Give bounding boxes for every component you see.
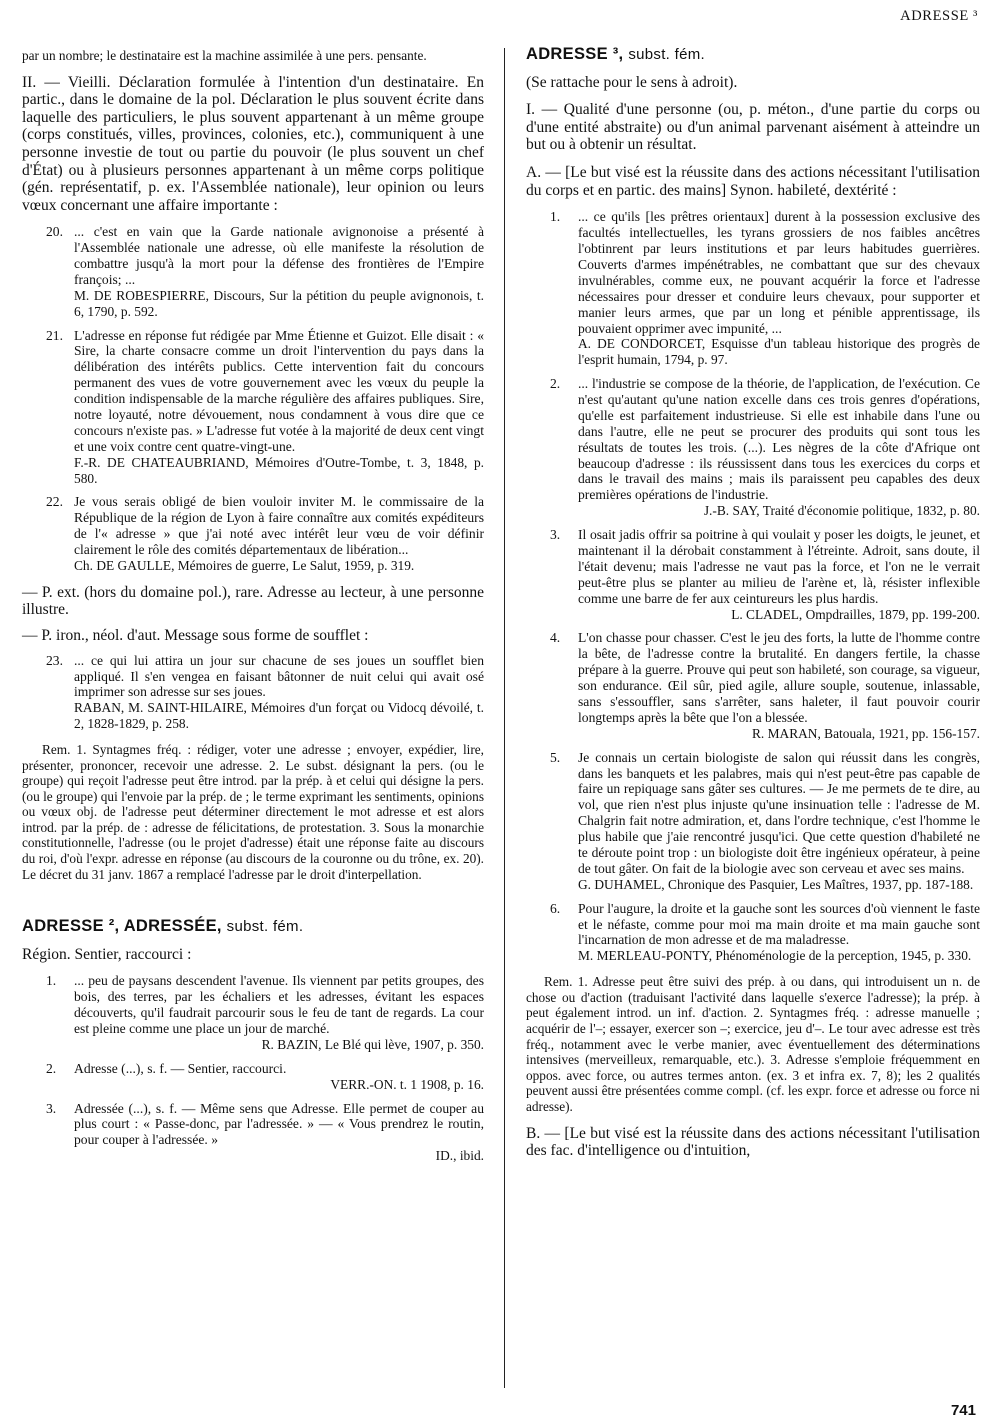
- section-A: A. — [Le but visé est la réussite dans des actions nécessitant l'utilisation du corps et en partic. des mains] Synon. habileté, dextérité :: [526, 163, 980, 199]
- p-ext: — P. ext. (hors du domaine pol.), rare. Adresse au lecteur, à une personne illustre.: [22, 583, 484, 619]
- entry-headword: ADRESSE ², ADRESSÉE,: [22, 917, 222, 936]
- right-column: [526, 46, 980, 1160]
- section-I: I. — Qualité d'une personne (ou, p. méton., d'une partie du corps ou d'une entité abstraite) ou d'un animal parvenant aisément à atteindre un but ou à obtenir un résultat.: [526, 101, 980, 154]
- etymology: (Se rattache pour le sens à adroit).: [526, 73, 738, 91]
- quote-text: Je connais un certain biologiste de salon qui réussit dans les congrès, dans les banquets et les palabres, mais qui n'est peut-être pas capable de faire un repiquage sans gâter ses cultures. — Je me permets de te dire, au vol, que rien n'est plus injuste qu'une insinuation telle : l'adresse de M. Chalgrin fait notre admiration, et, dans l'ordre technique, c'est l'homme le plus habile que j'aie rencontré jusqu'ici. Que cette question d'habileté ne te déroute point trop : un biologiste doit être ingénieux opérateur, à peine de tout gâter. On fait de la biologie avec son cerveau et avec ses mains.: [578, 749, 980, 876]
- quote-text: L'on chasse pour chasser. C'est le jeu des forts, la lutte de l'homme contre la bête, de l'adresse contre la brutalité. En dangers fertile, la chasse prépare à la guerre. Prouve qui peut son habileté, son courage, sa vigueur, son endurance. Œil sûr, pied agile, allure souple, soutenue, inlassable, sans s'essouffler, sans s'arrêter, sans haleter, il faut pouvoir courir longtemps après la bête que l'on a blessée.: [578, 630, 980, 725]
- quote-number: 21.: [46, 327, 63, 343]
- quote-text: ... c'est en vain que la Garde nationale avignonoise a présenté à l'Assemblée nationale une adresse, où elle manifeste la résolution de combattre jusqu'à la mort pour la défense des frontières de l'Empire françois; ...: [74, 224, 484, 288]
- left-column: [22, 48, 484, 1172]
- quote-source: G. DUHAMEL, Chronique des Pasquier, Les Maîtres, 1937, pp. 187-188.: [578, 876, 974, 892]
- entry-pos: subst. fém.: [226, 918, 304, 936]
- quote-source: RABAN, M. SAINT-HILAIRE, Mémoires d'un forçat ou Vidocq dévoilé, t. 2, 1828-1829, p. 258.: [74, 700, 484, 732]
- quote-1: [550, 209, 980, 368]
- quote-text: Adressée (...), s. f. — Même sens que Adresse. Elle permet de couper au plus court : « Passe-donc, par l'adressée. » — « Vous prendrez le routin, pour couper à l'adressée. »: [74, 1100, 484, 1148]
- quote-source: J.-B. SAY, Traité d'économie politique, 1832, p. 80.: [703, 503, 980, 519]
- entry-heading-adresse-3: [526, 46, 980, 64]
- quote-20: [46, 224, 484, 319]
- quote-source: R. MARAN, Batouala, 1921, pp. 156-157.: [751, 725, 980, 741]
- entry-headword: ADRESSE ³,: [526, 45, 624, 63]
- section-B: B. — [Le but visé est la réussite dans des actions nécessitant l'utilisation des fac. d'intelligence ou d'intuition,: [526, 1124, 980, 1160]
- quote-source: Ch. DE GAULLE, Mémoires de guerre, Le Salut, 1959, p. 319.: [74, 558, 415, 574]
- section-II: II. — Vieilli. Déclaration formulée à l'intention d'un destinataire. En partic., dans le domaine de la pol. Déclaration le plus souvent écrite dans laquelle des particuliers, le plus souvent appartenant à un même groupe (corps constitués, villes, provinces, colonies, etc.), communiquent à une personne investie de tout ou partie du pouvoir (le plus souvent un chef d'État) ou à plusieurs personnes appartenant à un même corps politique (gén. représentatif, p. ex. l'Assemblée nationale), leur opinion ou leurs vœux concernant une affaire importante :: [22, 73, 484, 214]
- entry2-definition: Région. Sentier, raccourci :: [22, 945, 192, 963]
- entry2-quote-3: [46, 1100, 484, 1165]
- column-rule: [504, 48, 505, 1388]
- quote-number: 2.: [550, 376, 561, 391]
- quote-source: L. CLADEL, Ompdrailles, 1879, pp. 199-200.: [731, 606, 980, 622]
- quote-number: 1.: [46, 973, 57, 989]
- quote-number: 4.: [550, 630, 561, 646]
- quote-source: VERR.-ON. t. 1 1908, p. 16.: [330, 1076, 484, 1092]
- quote-text: ... ce qu'ils [les prêtres orientaux] durent à la possession exclusive des facultés intellectuelles, les tyrans grossiers de nos faibles ancêtres l'obtinrent par leurs institutions et par leurs habitudes guerrières. Couverts d'armes impénétrables, ne combattant que sur des chevaux invulnérables, comme eux, ne pouvant acquérir la force et l'adresse nécessaires pour dresser et conduire leurs chevaux, pour supporter et manier leurs armes, que par un long et pénible apprentissage, ils pouvaient opprimer avec impunité, ...: [578, 209, 980, 336]
- quote-21: [46, 327, 484, 487]
- remark-block: Rem. 1. Adresse peut être suivi des prép. à ou dans, qui introduisent un n. de chose ou d'action (traduisant l'activité dans laquelle s'exerce l'adresse); la prép. à peut également introd. un inf. d'action. 2. Syntagmes fréq. : adresse manuelle ; acquérir de l'–; essayer, exercer son –; exercice, jeu d'–. Le tour avec adresse est très fréq., notamment avec le verbe manier, avec éventuellement des déterminations intensives (merveilleux, remarquable, etc.). 3. Adresse s'emploie fréquemment en oppos. avec force, ou autres termes anton. (ex. 3 et infra ex. 7, 8); les 2 qualités peuvent aussi être présentées comme compl. (cf. les expr. force et adresse ou force ni adresse).: [526, 974, 980, 1114]
- quote-source: ID., ibid.: [435, 1148, 484, 1164]
- quote-number: 1.: [550, 209, 561, 225]
- remark-block: Rem. 1. Syntagmes fréq. : rédiger, voter une adresse ; envoyer, expédier, lire, présenter, prononcer, recevoir une adresse. 2. Le subst. désignant la pers. (ou le groupe) qui reçoit l'adresse peut être introd. par la prép. à et celui qui désigne la pers. (ou le groupe) qui l'envoie par la prép. de ; le terme exprimant les sentiments, opinions ou vœux obj. de l'adresse peut déterminer directement le mot adresse et est alors introd. par la prép. de : adresse de félicitations, de protestation. 3. Sous la monarchie constitutionnelle, l'adresse (ou le projet d'adresse) était une réponse faite au discours du roi, d'où l'expr. adresse en réponse (au discours de la couronne ou du trône, ex. 20). Le décret du 31 janv. 1867 a remplacé l'adresse par le droit d'interpellation.: [22, 741, 484, 882]
- p-iron: — P. iron., néol. d'aut. Message sous forme de soufflet :: [22, 627, 369, 645]
- quote-text: Pour l'augure, la droite et la gauche sont les sources d'où viennent le faste et le néfaste, comme pour moi ma main droite et ma main gauche sont l'incarnation de mon adresse et de ma maladresse.: [578, 900, 980, 948]
- quote-source: A. DE CONDORCET, Esquisse d'un tableau historique des progrès de l'esprit humain, 1794, p. 97.: [578, 336, 980, 368]
- quote-22: [46, 494, 484, 574]
- entry-heading-adresse-2: [22, 918, 484, 936]
- quote-text: ... l'industrie se compose de la théorie, de l'application, de l'exécution. Ce n'est qu'autant qu'une nation excelle dans ces trois genres d'opérations, qu'elle est parfaitement industrieuse. Si elle est inhabile dans l'une ou dans l'autre, elle ne peut se procurer des produits qui sont tous les résultats de toutes les trois. (...). Les nègres de la côte d'Afrique ont beaucoup d'adresse : ils réussissent dans tous les exercices du corps et dans le travail des mains ; mais ils paraissent peu capables des deux premières opérations de l'industrie.: [578, 376, 980, 503]
- quote-text: Je vous serais obligé de bien vouloir inviter M. le commissaire de la République de la région de Lyon à faire connaître aux comités expéditeurs de l'« adresse » que j'ai noté avec intérêt leur vœu de voir définir clairement le rôle des comités départementaux de libération...: [74, 494, 484, 558]
- quote-23: [46, 652, 484, 732]
- quote-text: L'adresse en réponse fut rédigée par Mme Étienne et Guizot. Elle disait : « Sire, la charte consacre comme un droit l'intervention du pays dans la délibération des intérêts publics. Cette intervention fait du concours permanent des vues de votre gouvernement avec les vœux du peuple la condition indispensable de la marche régulière des affaires publiques. Sire, notre loyauté, notre dévouement, nous condamnent à vous dire que ce concours n'existe pas. » L'adresse fut votée à la majorité de deux cent vingt et une voix contre cent quatre-vingt-une.: [74, 327, 484, 454]
- quote-3: [550, 527, 980, 622]
- quote-2: [550, 376, 980, 519]
- quote-number: 2.: [46, 1060, 57, 1076]
- entry2-quote-2: [46, 1060, 484, 1093]
- quote-source: M. DE ROBESPIERRE, Discours, Sur la pétition du peuple avignonois, t. 6, 1790, p. 592.: [74, 287, 484, 319]
- quote-text: Il osait jadis offrir sa poitrine à qui voulait y poser les doigts, le jeunet, et maintenant il la dérobait constamment à l'étreinte. Adroit, sans doute, il l'était devenu; mais l'adresse ne vaut pas la force, et l'on ne le verrait peut-être plus se planter au milieu de l'arène et, là, résister inflexible comme une barre de fer aux ceintureurs les plus hardis.: [578, 527, 980, 606]
- quote-number: 5.: [550, 749, 561, 765]
- quote-number: 3.: [46, 1100, 57, 1116]
- quote-number: 3.: [550, 527, 561, 543]
- quote-text: ... ce qui lui attira un jour sur chacune de ses joues un soufflet bien appliqué. Il s'en vengea en faisant bâtonner de nuit celui qui avait osé imprimer son adresse sur ses joues.: [74, 652, 484, 700]
- quote-text: ... peu de paysans descendent l'avenue. Ils viennent par petits groupes, des bois, des terres, par les échaliers et les adresses, évitant les espaces découverts, qu'il faudrait parcourir sous le feu de tant de regards. La cour est pleine comme une place un jour de marché.: [74, 973, 484, 1037]
- quote-6: [550, 900, 980, 965]
- opening-text: par un nombre; le destinataire est la machine assimilée à une pers. pensante.: [22, 48, 427, 63]
- quote-4: [550, 630, 980, 741]
- entry-pos: subst. fém.: [628, 46, 705, 63]
- running-head: ADRESSE ³: [900, 8, 978, 24]
- quote-5: [550, 749, 980, 893]
- quote-number: 23.: [46, 652, 63, 668]
- quote-number: 20.: [46, 224, 63, 240]
- entry2-quote-1: [46, 973, 484, 1053]
- page-number: 741: [950, 1402, 976, 1419]
- quote-text: Adresse (...), s. f. — Sentier, raccourci.: [74, 1060, 287, 1076]
- quote-source: F.-R. DE CHATEAUBRIAND, Mémoires d'Outre-Tombe, t. 3, 1848, p. 580.: [74, 454, 484, 486]
- quote-source: R. BAZIN, Le Blé qui lève, 1907, p. 350.: [261, 1037, 484, 1053]
- quote-number: 6.: [550, 900, 561, 916]
- quote-number: 22.: [46, 494, 63, 510]
- quote-source: M. MERLEAU-PONTY, Phénoménologie de la perception, 1945, p. 330.: [578, 948, 972, 964]
